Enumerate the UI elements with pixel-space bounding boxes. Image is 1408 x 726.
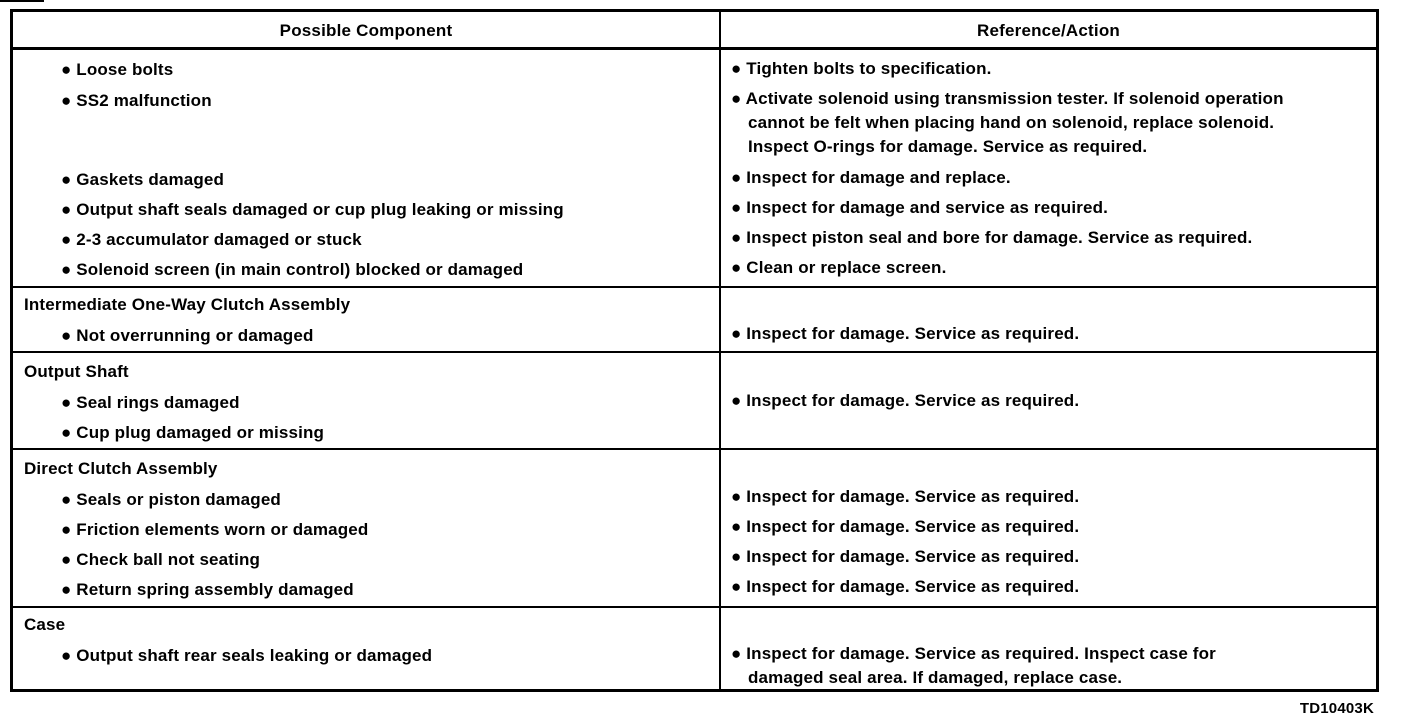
scan-mark [0,0,44,2]
action-tighten-bolts: ● Tighten bolts to specification. [731,59,992,78]
action-friction-elements: ● Inspect for damage. Service as required. [731,517,1080,536]
action-output-shaft-seals: ● Inspect for damage and service as required. [731,198,1108,217]
header-divider [13,47,1376,50]
component-friction-elements: ● Friction elements worn or damaged [61,520,369,539]
action-check-ball: ● Inspect for damage. Service as required. [731,547,1080,566]
row-divider [13,286,1376,288]
figure-id: TD10403K [1299,700,1374,717]
component-2-3-accumulator: ● 2-3 accumulator damaged or stuck [61,230,362,249]
action-seals-or-piston: ● Inspect for damage. Service as required. [731,487,1080,506]
component-output-shaft-rear-seals: ● Output shaft rear seals leaking or damaged [61,646,433,665]
action-return-spring: ● Inspect for damage. Service as required. [731,577,1080,596]
action-gaskets: ● Inspect for damage and replace. [731,168,1011,187]
header-reference-action: Reference/Action [976,21,1121,40]
row-divider [13,448,1376,450]
row-divider [13,351,1376,353]
component-solenoid-screen: ● Solenoid screen (in main control) blocked or damaged [61,260,524,279]
component-cup-plug: ● Cup plug damaged or missing [61,423,325,442]
component-output-shaft-seals: ● Output shaft seals damaged or cup plug leaking or missing [61,200,564,219]
component-check-ball: ● Check ball not seating [61,550,261,569]
group-heading-direct-clutch: Direct Clutch Assembly [24,459,218,478]
action-case-line2: damaged seal area. If damaged, replace case. [748,668,1123,687]
component-loose-bolts: ● Loose bolts [61,60,174,79]
action-seal-rings: ● Inspect for damage. Service as required. [731,391,1080,410]
row-divider [13,606,1376,608]
component-return-spring: ● Return spring assembly damaged [61,580,354,599]
action-2-3-accumulator: ● Inspect piston seal and bore for damage. Service as required. [731,228,1253,247]
group-heading-case: Case [24,615,66,634]
component-seal-rings: ● Seal rings damaged [61,393,240,412]
diagnosis-table [10,9,1379,692]
group-heading-intermediate-clutch: Intermediate One-Way Clutch Assembly [24,295,351,314]
action-ss2-line3: Inspect O-rings for damage. Service as required. [748,137,1148,156]
action-case-line1: ● Inspect for damage. Service as required. Inspect case for [731,644,1216,663]
action-ss2-line2: cannot be felt when placing hand on solenoid, replace solenoid. [748,113,1275,132]
group-heading-output-shaft: Output Shaft [24,362,129,381]
action-ss2-line1: ● Activate solenoid using transmission tester. If solenoid operation [731,89,1284,108]
component-ss2-malfunction: ● SS2 malfunction [61,91,212,110]
action-solenoid-screen: ● Clean or replace screen. [731,258,947,277]
component-not-overrunning: ● Not overrunning or damaged [61,326,314,345]
header-possible-component: Possible Component [279,21,453,40]
component-gaskets-damaged: ● Gaskets damaged [61,170,225,189]
action-not-overrunning: ● Inspect for damage. Service as required. [731,324,1080,343]
component-seals-or-piston: ● Seals or piston damaged [61,490,281,509]
